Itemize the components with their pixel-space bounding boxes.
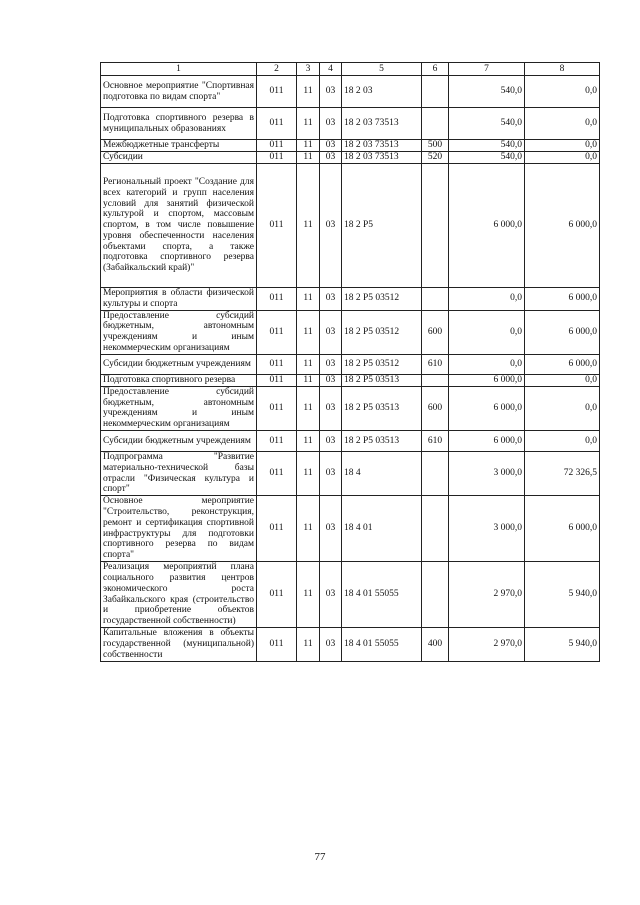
table-row xyxy=(101,496,600,562)
table-row xyxy=(101,76,600,108)
table-row xyxy=(101,288,600,311)
item-name: Подпрограмма "Развитие материально-технической базы отрасли "Физическая культура и спорт" xyxy=(101,451,257,495)
amount-col-8: 0,0 xyxy=(525,140,600,152)
section-code: 11 xyxy=(297,152,320,164)
target-article-code: 18 2 P5 03513 xyxy=(342,374,422,386)
item-name: Капитальные вложения в объекты государственной (муниципальной) собственности xyxy=(101,628,257,661)
ministry-code: 011 xyxy=(257,628,297,661)
expense-type-code: 500 xyxy=(422,140,449,152)
item-name: Мероприятия в области физической культуры и спорта xyxy=(101,288,257,311)
ministry-code: 011 xyxy=(257,354,297,374)
table-row xyxy=(101,374,600,386)
item-name: Предоставление субсидий бюджетным, автономным учреждениям и иным некоммерческим организациям xyxy=(101,386,257,430)
item-name: Основное мероприятие "Строительство, реконструкция, ремонт и сертификация спортивной инфраструктуры для подготовки спортивного резерва по видам спорта" xyxy=(101,496,257,562)
ministry-code: 011 xyxy=(257,76,297,108)
subsection-code: 03 xyxy=(320,310,342,354)
table-row xyxy=(101,152,600,164)
header-cell: 5 xyxy=(342,63,422,76)
target-article-code: 18 2 03 73513 xyxy=(342,152,422,164)
target-article-code: 18 2 03 xyxy=(342,76,422,108)
section-code: 11 xyxy=(297,451,320,495)
section-code: 11 xyxy=(297,76,320,108)
ministry-code: 011 xyxy=(257,562,297,628)
header-cell: 3 xyxy=(297,63,320,76)
ministry-code: 011 xyxy=(257,288,297,311)
amount-col-7: 0,0 xyxy=(449,288,525,311)
target-article-code: 18 2 P5 03513 xyxy=(342,430,422,451)
amount-col-8: 0,0 xyxy=(525,152,600,164)
target-article-code: 18 4 01 55055 xyxy=(342,562,422,628)
item-name: Региональный проект "Создание для всех категорий и групп населения условий для занятий физической культурой и спортом, массовым спортом, в том числе повышение уровня обеспеченности населения объектами спорта, а также подготовка спортивного резерва (Забайкальский край)" xyxy=(101,164,257,288)
target-article-code: 18 2 P5 03512 xyxy=(342,310,422,354)
section-code: 11 xyxy=(297,140,320,152)
amount-col-7: 0,0 xyxy=(449,354,525,374)
subsection-code: 03 xyxy=(320,354,342,374)
subsection-code: 03 xyxy=(320,562,342,628)
amount-col-8: 72 326,5 xyxy=(525,451,600,495)
amount-col-7: 540,0 xyxy=(449,76,525,108)
amount-col-7: 0,0 xyxy=(449,310,525,354)
expense-type-code xyxy=(422,562,449,628)
expense-type-code: 600 xyxy=(422,386,449,430)
expense-type-code: 610 xyxy=(422,430,449,451)
amount-col-8: 0,0 xyxy=(525,386,600,430)
expense-type-code: 600 xyxy=(422,310,449,354)
target-article-code: 18 2 03 73513 xyxy=(342,140,422,152)
target-article-code: 18 2 03 73513 xyxy=(342,108,422,140)
section-code: 11 xyxy=(297,374,320,386)
target-article-code: 18 2 P5 03513 xyxy=(342,386,422,430)
section-code: 11 xyxy=(297,496,320,562)
ministry-code: 011 xyxy=(257,310,297,354)
amount-col-7: 540,0 xyxy=(449,108,525,140)
table-row xyxy=(101,140,600,152)
ministry-code: 011 xyxy=(257,108,297,140)
header-cell: 6 xyxy=(422,63,449,76)
table-row xyxy=(101,430,600,451)
budget-table xyxy=(100,62,600,662)
table-row xyxy=(101,108,600,140)
expense-type-code: 400 xyxy=(422,628,449,661)
subsection-code: 03 xyxy=(320,288,342,311)
section-code: 11 xyxy=(297,310,320,354)
subsection-code: 03 xyxy=(320,76,342,108)
amount-col-8: 0,0 xyxy=(525,108,600,140)
section-code: 11 xyxy=(297,164,320,288)
expense-type-code xyxy=(422,451,449,495)
ministry-code: 011 xyxy=(257,152,297,164)
section-code: 11 xyxy=(297,628,320,661)
header-row xyxy=(101,63,600,76)
item-name: Предоставление субсидий бюджетным, автономным учреждениям и иным некоммерческим организациям xyxy=(101,310,257,354)
amount-col-7: 2 970,0 xyxy=(449,628,525,661)
amount-col-8: 6 000,0 xyxy=(525,310,600,354)
amount-col-8: 6 000,0 xyxy=(525,496,600,562)
target-article-code: 18 2 P5 03512 xyxy=(342,288,422,311)
item-name: Межбюджетные трансферты xyxy=(101,140,257,152)
subsection-code: 03 xyxy=(320,374,342,386)
section-code: 11 xyxy=(297,562,320,628)
table-row xyxy=(101,562,600,628)
table-row xyxy=(101,354,600,374)
ministry-code: 011 xyxy=(257,164,297,288)
amount-col-8: 5 940,0 xyxy=(525,628,600,661)
subsection-code: 03 xyxy=(320,496,342,562)
header-cell: 7 xyxy=(449,63,525,76)
ministry-code: 011 xyxy=(257,430,297,451)
ministry-code: 011 xyxy=(257,496,297,562)
subsection-code: 03 xyxy=(320,386,342,430)
amount-col-7: 3 000,0 xyxy=(449,451,525,495)
expense-type-code xyxy=(422,76,449,108)
amount-col-8: 0,0 xyxy=(525,374,600,386)
item-name: Основное мероприятие "Спортивная подготовка по видам спорта" xyxy=(101,76,257,108)
amount-col-7: 6 000,0 xyxy=(449,374,525,386)
amount-col-8: 6 000,0 xyxy=(525,354,600,374)
expense-type-code xyxy=(422,374,449,386)
table-row xyxy=(101,386,600,430)
target-article-code: 18 4 01 55055 xyxy=(342,628,422,661)
item-name: Реализация мероприятий плана социального развития центров экономического роста Забайкальского края (строительство и приобретение объектов государственной собственности) xyxy=(101,562,257,628)
ministry-code: 011 xyxy=(257,386,297,430)
header-cell: 2 xyxy=(257,63,297,76)
amount-col-7: 3 000,0 xyxy=(449,496,525,562)
amount-col-7: 6 000,0 xyxy=(449,430,525,451)
section-code: 11 xyxy=(297,354,320,374)
header-cell: 8 xyxy=(525,63,600,76)
ministry-code: 011 xyxy=(257,140,297,152)
amount-col-8: 0,0 xyxy=(525,430,600,451)
item-name: Субсидии бюджетным учреждениям xyxy=(101,354,257,374)
item-name: Подготовка спортивного резерва xyxy=(101,374,257,386)
table-row xyxy=(101,451,600,495)
amount-col-7: 540,0 xyxy=(449,140,525,152)
amount-col-7: 6 000,0 xyxy=(449,386,525,430)
item-name: Субсидии бюджетным учреждениям xyxy=(101,430,257,451)
target-article-code: 18 2 P5 xyxy=(342,164,422,288)
table-row xyxy=(101,310,600,354)
section-code: 11 xyxy=(297,386,320,430)
amount-col-7: 2 970,0 xyxy=(449,562,525,628)
amount-col-8: 5 940,0 xyxy=(525,562,600,628)
target-article-code: 18 4 xyxy=(342,451,422,495)
subsection-code: 03 xyxy=(320,152,342,164)
expense-type-code xyxy=(422,288,449,311)
expense-type-code: 520 xyxy=(422,152,449,164)
page-number: 77 xyxy=(314,851,326,863)
section-code: 11 xyxy=(297,108,320,140)
table-row xyxy=(101,164,600,288)
expense-type-code xyxy=(422,164,449,288)
expense-type-code xyxy=(422,108,449,140)
amount-col-8: 6 000,0 xyxy=(525,288,600,311)
amount-col-8: 6 000,0 xyxy=(525,164,600,288)
target-article-code: 18 2 P5 03512 xyxy=(342,354,422,374)
amount-col-7: 6 000,0 xyxy=(449,164,525,288)
amount-col-7: 540,0 xyxy=(449,152,525,164)
header-cell: 4 xyxy=(320,63,342,76)
expense-type-code: 610 xyxy=(422,354,449,374)
section-code: 11 xyxy=(297,430,320,451)
subsection-code: 03 xyxy=(320,164,342,288)
subsection-code: 03 xyxy=(320,628,342,661)
header-cell: 1 xyxy=(101,63,257,76)
expense-type-code xyxy=(422,496,449,562)
subsection-code: 03 xyxy=(320,108,342,140)
subsection-code: 03 xyxy=(320,451,342,495)
section-code: 11 xyxy=(297,288,320,311)
subsection-code: 03 xyxy=(320,140,342,152)
ministry-code: 011 xyxy=(257,451,297,495)
target-article-code: 18 4 01 xyxy=(342,496,422,562)
amount-col-8: 0,0 xyxy=(525,76,600,108)
item-name: Подготовка спортивного резерва в муниципальных образованиях xyxy=(101,108,257,140)
table-row xyxy=(101,628,600,661)
subsection-code: 03 xyxy=(320,430,342,451)
ministry-code: 011 xyxy=(257,374,297,386)
table-body xyxy=(101,63,600,662)
item-name: Субсидии xyxy=(101,152,257,164)
